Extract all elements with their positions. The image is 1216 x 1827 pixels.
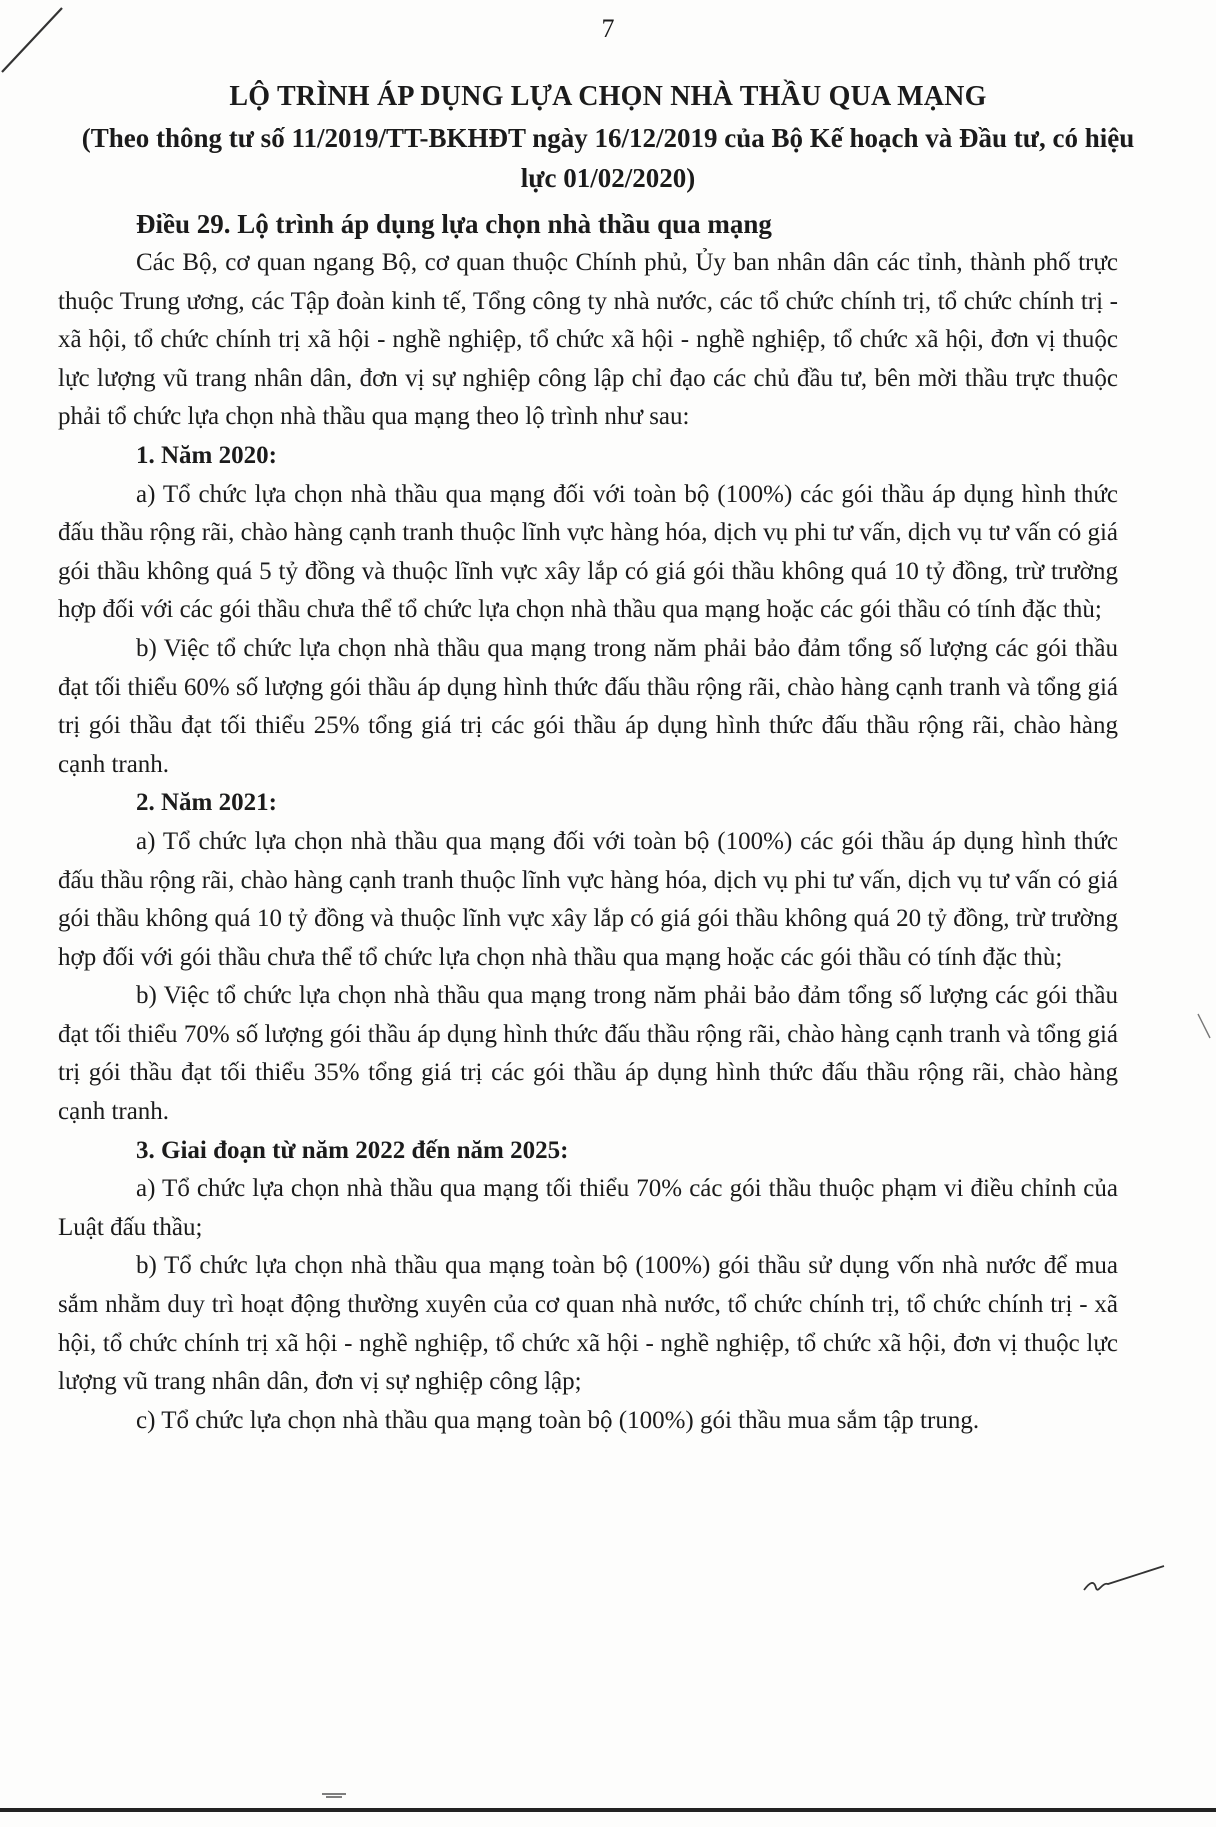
edge-scan-mark (1196, 1012, 1214, 1042)
section-2020-item-a: a) Tổ chức lựa chọn nhà thầu qua mạng đối với toàn bộ (100%) các gói thầu áp dụng hình thức đấu thầu rộng rãi, chào hàng cạnh tranh thuộc lĩnh vực hàng hóa, dịch vụ phi tư vấn, dịch vụ tư vấn có giá gói thầu không quá 5 tỷ đồng và thuộc lĩnh vực xây lắp có giá gói thầu không quá 10 tỷ đồng, trừ trường hợp đối với các gói thầu chưa thể tổ chức lựa chọn nhà thầu qua mạng hoặc các gói thầu có tính đặc thù; (58, 480, 1118, 624)
title-block (0, 76, 1216, 198)
section-heading-2022-2025: 3. Giai đoạn từ năm 2022 đến năm 2025: (136, 1136, 569, 1164)
scan-dash-mark (320, 1790, 350, 1800)
section-2021-item-a: a) Tổ chức lựa chọn nhà thầu qua mạng đối với toàn bộ (100%) các gói thầu áp dụng hình thức đấu thầu rộng rãi, chào hàng cạnh tranh thuộc lĩnh vực hàng hóa, dịch vụ phi tư vấn, dịch vụ tư vấn có giá gói thầu không quá 10 tỷ đồng và thuộc lĩnh vực xây lắp có giá gói thầu không quá 20 tỷ đồng, trừ trường hợp đối với gói thầu chưa thể tổ chức lựa chọn nhà thầu qua mạng hoặc các gói thầu có tính đặc thù; (58, 827, 1118, 971)
scan-bottom-edge (0, 1808, 1216, 1812)
section-heading-2021: 2. Năm 2021: (136, 789, 277, 817)
page-title: LỘ TRÌNH ÁP DỤNG LỰA CHỌN NHÀ THẦU QUA MẠNG (229, 81, 987, 112)
section-2022-item-b: b) Tổ chức lựa chọn nhà thầu qua mạng toàn bộ (100%) gói thầu sử dụng vốn nhà nước để mua sắm nhằm duy trì hoạt động thường xuyên của cơ quan nhà nước, tổ chức chính trị, tổ chức chính trị - xã hội, tổ chức chính trị xã hội - nghề nghiệp, tổ chức xã hội - nghề nghiệp, tổ chức xã hội, đơn vị thuộc lực lượng vũ trang nhân dân, đơn vị sự nghiệp công lập; (58, 1252, 1118, 1396)
section-2021-item-b: b) Việc tổ chức lựa chọn nhà thầu qua mạng trong năm phải bảo đảm tổng số lượng các gói thầu đạt tối thiểu 70% số lượng gói thầu áp dụng hình thức đấu thầu rộng rãi, chào hàng cạnh tranh và tổng giá trị gói thầu đạt tối thiểu 35% tổng giá trị các gói thầu áp dụng hình thức đấu thầu rộng rãi, chào hàng cạnh tranh. (58, 982, 1118, 1126)
document-body (58, 204, 1118, 1440)
section-2020-item-b: b) Việc tổ chức lựa chọn nhà thầu qua mạng trong năm phải bảo đảm tổng số lượng các gói thầu đạt tối thiểu 60% số lượng gói thầu áp dụng hình thức đấu thầu rộng rãi, chào hàng cạnh tranh và tổng giá trị gói thầu đạt tối thiểu 25% tổng giá trị các gói thầu áp dụng hình thức đấu thầu rộng rãi, chào hàng cạnh tranh. (58, 634, 1118, 778)
article-heading: Điều 29. Lộ trình áp dụng lựa chọn nhà thầu qua mạng (136, 209, 772, 239)
section-2022-item-a: a) Tổ chức lựa chọn nhà thầu qua mạng tối thiểu 70% các gói thầu thuộc phạm vi điều chỉnh của Luật đấu thầu; (58, 1175, 1118, 1241)
section-2022-item-c: c) Tổ chức lựa chọn nhà thầu qua mạng toàn bộ (100%) gói thầu mua sắm tập trung. (136, 1406, 980, 1434)
initials-signature (1080, 1560, 1170, 1600)
article-intro: Các Bộ, cơ quan ngang Bộ, cơ quan thuộc Chính phủ, Ủy ban nhân dân các tỉnh, thành phố trực thuộc Trung ương, các Tập đoàn kinh tế, Tổng công ty nhà nước, các tổ chức chính trị, tổ chức chính trị - xã hội, tổ chức chính trị xã hội - nghề nghiệp, tổ chức xã hội - nghề nghiệp, tổ chức xã hội, đơn vị thuộc lực lượng vũ trang nhân dân, đơn vị sự nghiệp công lập chỉ đạo các chủ đầu tư, bên mời thầu trực thuộc phải tổ chức lựa chọn nhà thầu qua mạng theo lộ trình như sau: (58, 249, 1118, 431)
page-subtitle: (Theo thông tư số 11/2019/TT-BKHĐT ngày 16/12/2019 của Bộ Kế hoạch và Đầu tư, có hiệu lực 01/02/2020) (81, 123, 1135, 193)
page-number: 7 (601, 14, 615, 43)
section-heading-2020: 1. Năm 2020: (136, 441, 277, 469)
